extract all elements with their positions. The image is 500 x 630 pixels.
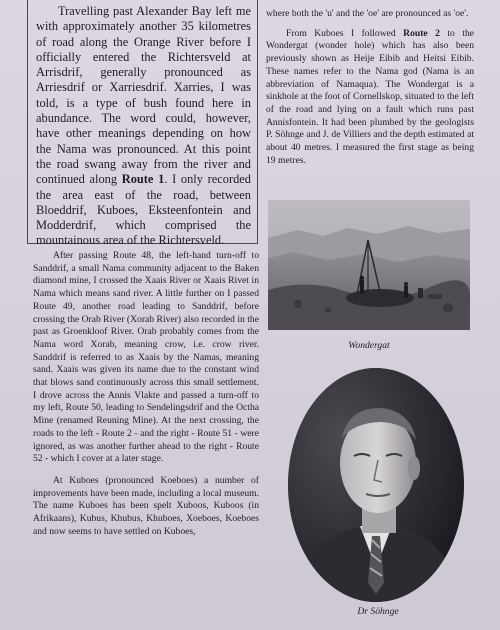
wondergat-landscape-image xyxy=(268,200,470,330)
right-text-start: From Kuboes I followed xyxy=(286,27,396,39)
right-text-end: to the Wondergat (wonder hole) which has also been previously shown as Heije Eibib and Heitsi Eibib. These names refer to the Nama god (Nama is an abbreviation of Namaqua). The Wondergat is a sinkhole at the foot of Cornellskop, situated to the left of the road and lying on a fault which runs past Annisfontein. It had been plumbed by the geologists P. Söhnge and J. de Villiers and the depth estimated at about 40 metres. I measured the first stage as being 19 metres. xyxy=(266,27,474,166)
portrait-caption: Dr Söhnge xyxy=(357,606,399,617)
portrait-image xyxy=(288,368,464,602)
left-paragraph-1: After passing Route 48, the left-hand turn-off to Sanddrif, a small Nama community adjacent to the Baken diamond mine, I crossed the Xaais River or Xaais Rivet in Nama which means sand river. A little further on I passed Route 49, another road leading to Sanddrif, before crossing the Orab River (Xorab River) also recorded in the past as Groenkloof River. Orab probably comes from the Nama word Xorab, meaning crow, i.e. crow river. Sanddrif is referred to as Xaais by the Namas, meaning sand. Xaais was given its name due to the constant wind that blows sand continuously across this small settlement. I drove across the Annis Vlakte and passed a turn-off to my left, Route 50, leading to Sendelingsdrif and the Octha Mine (renamed Reuning Mine). At the next crossing, the roads to the left - Route 2 - and the right - Route 51 - were ignored, as was another further ahead to the right - Route 52 - which I cover at a later stage. xyxy=(33,250,259,465)
right-column xyxy=(266,8,474,167)
wondergat-photo xyxy=(268,200,470,330)
route-1-label: Route 1 xyxy=(121,172,165,187)
portrait-photo xyxy=(288,368,464,602)
wondergat-caption: Wondergat xyxy=(348,340,390,351)
intro-text-start: Travelling past Alexander Bay left me with approximately another 35 kilometres of road along the Orange River before I officially entered the Richtersveld at Arrisdrif, generally pronounced as Arriesdrif or Xarriesdrif. Xarries, I was told, is a type of bush found here in abundance. The word could, however, have other meanings depending on how the Nama was pronounced. At this point the road swang away from the river and continued along xyxy=(36,4,251,187)
intro-box xyxy=(27,0,258,248)
intro-text-end: . I only recorded the area east of the road, between Bloeddrif, Kuboes, Eksteenfontein and Modderdrif, which comprised the mountainous area of the Richtersveld. xyxy=(36,172,251,248)
route-2-label: Route 2 xyxy=(403,27,440,39)
intro-paragraph xyxy=(36,4,251,249)
right-continuation: where both the 'u' and the 'oe' are pronounced as 'oe'. xyxy=(266,8,469,19)
left-paragraph-2: At Kuboes (pronounced Koeboes) a number of improvements have been made, including a local museum. The name Kuboes has been spelt Xuboos, Kuboos (in Afrikaans), Kubus, Khubus, Khuboes, Xoeboes, Koeboes and now seems to have settled on Kuboes, xyxy=(33,474,259,537)
left-column xyxy=(33,250,259,538)
right-paragraph-route-2 xyxy=(266,28,474,168)
